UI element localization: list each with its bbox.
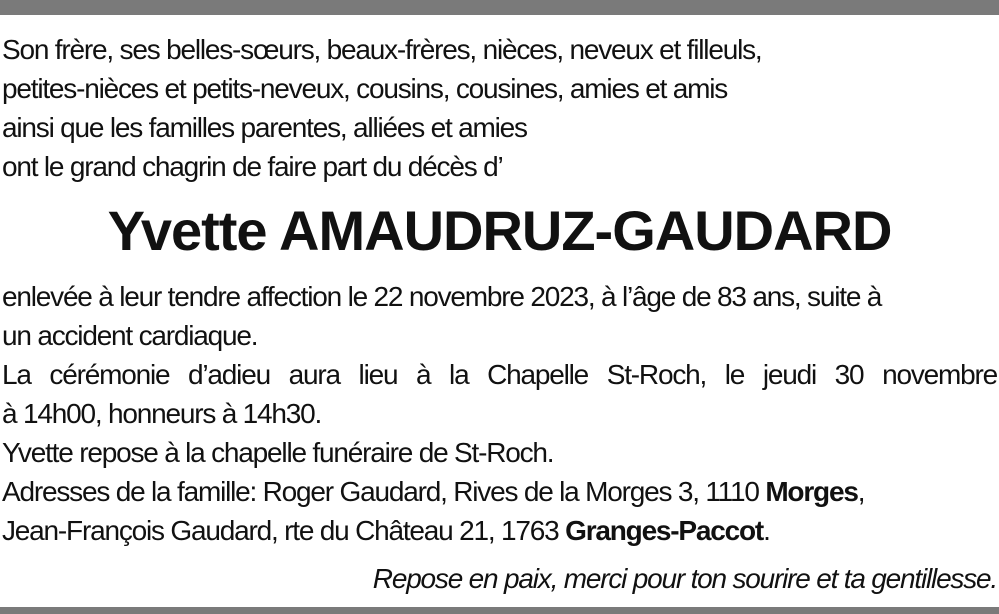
address-city: Granges-Paccot: [565, 515, 764, 546]
announcement-body: [2, 277, 997, 550]
family-address-line: [2, 511, 997, 550]
address-text: Adresses de la famille: Roger Gaudard, Rives de la Morges 3, 1110: [2, 476, 766, 507]
deceased-name: Yvette AMAUDRUZ-GAUDARD: [107, 199, 892, 262]
closing-message: Repose en paix, merci pour ton sourire et ta gentillesse.: [372, 563, 997, 594]
body-line: un accident cardiaque.: [2, 320, 258, 351]
top-divider: [0, 0, 999, 15]
body-line: à 14h00, honneurs à 14h30.: [2, 398, 322, 429]
bottom-divider: [0, 607, 999, 614]
address-city: Morges: [765, 476, 858, 507]
address-punctuation: ,: [857, 476, 865, 507]
address-punctuation: .: [763, 515, 770, 546]
intro-line: Son frère, ses belles-sœurs, beaux-frères, nièces, neveux et filleuls,: [2, 34, 762, 65]
intro-line: petites-nièces et petits-neveux, cousins, cousines, amies et amis: [2, 73, 728, 104]
address-text: Jean-François Gaudard, rte du Château 21, 1763: [2, 515, 566, 546]
body-line: Yvette repose à la chapelle funéraire de St-Roch.: [2, 437, 554, 468]
intro-paragraph: [2, 30, 997, 186]
family-address-line: [2, 472, 997, 511]
intro-line: ainsi que les familles parentes, alliées et amies: [2, 112, 527, 143]
body-line: enlevée à leur tendre affection le 22 novembre 2023, à l’âge de 83 ans, suite à: [2, 281, 882, 312]
intro-line: ont le grand chagrin de faire part du décès d’: [2, 151, 503, 182]
body-line: La cérémonie d’adieu aura lieu à la Chapelle St-Roch, le jeudi 30 novembre: [2, 359, 997, 390]
